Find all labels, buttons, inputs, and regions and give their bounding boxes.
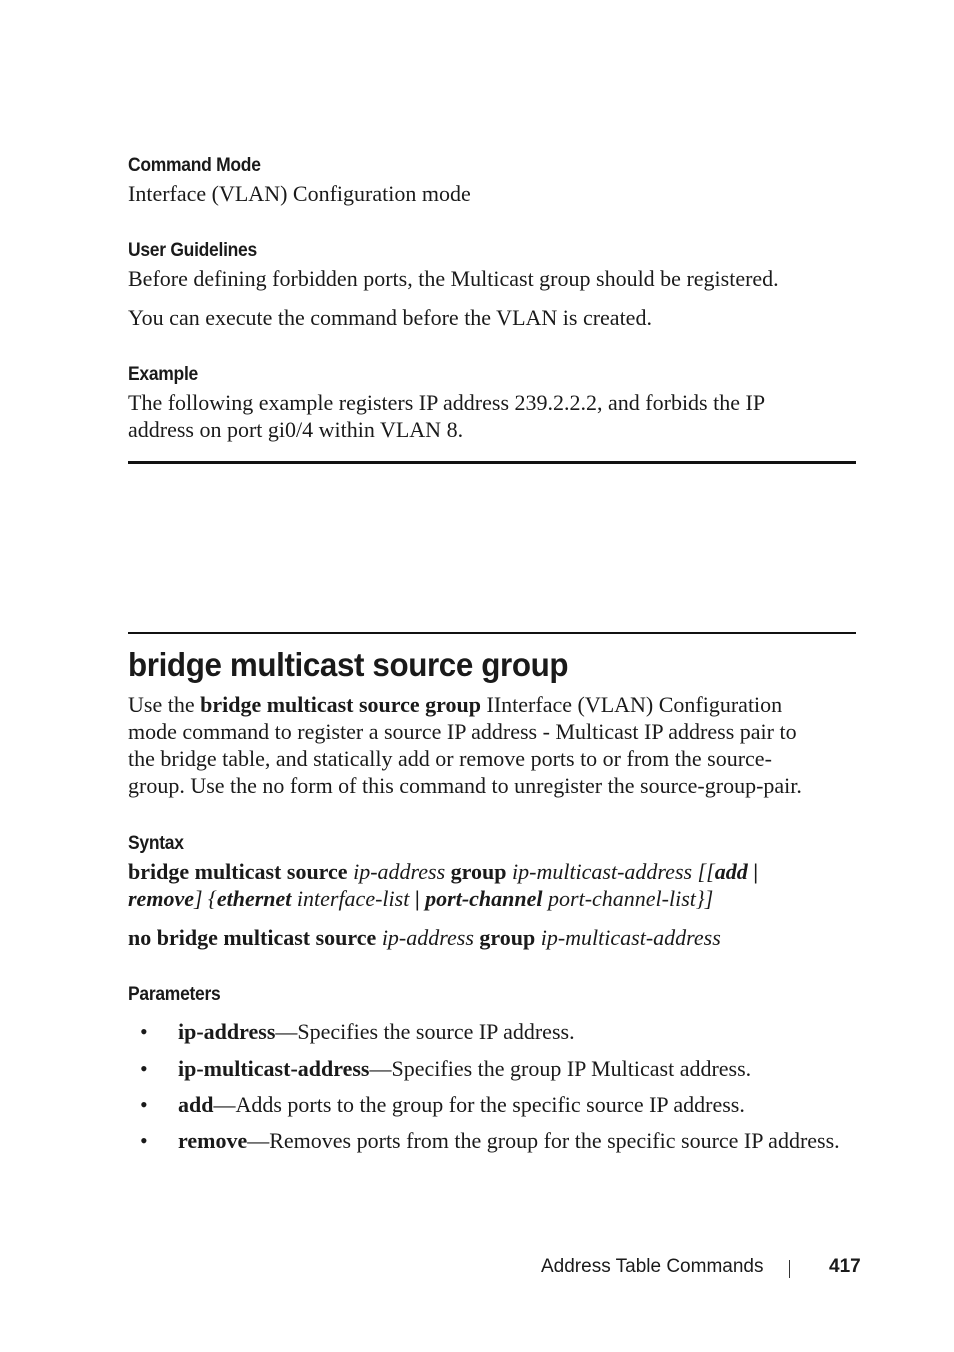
- bullet: •: [140, 1019, 148, 1044]
- syntax-keyword: port-channel: [425, 886, 543, 911]
- syntax-separator: |: [747, 859, 759, 884]
- intro-text-rest: IInterface (VLAN) Configuration: [481, 692, 783, 717]
- syntax-arg: ip-multicast-address: [540, 925, 721, 950]
- param-desc: —Specifies the group IP Multicast address.: [369, 1056, 752, 1081]
- bullet: •: [140, 1128, 148, 1153]
- syntax-arg: ip-address: [381, 925, 474, 950]
- syntax-keyword: ethernet: [216, 886, 292, 911]
- bullet: •: [140, 1056, 148, 1081]
- syntax-line-1: [128, 858, 856, 885]
- intro-line-1: [128, 691, 856, 718]
- param-desc: —Specifies the source IP address.: [275, 1019, 575, 1044]
- param-term: add: [178, 1092, 214, 1117]
- user-guidelines-heading: User Guidelines: [128, 240, 257, 261]
- intro-text: Use the: [128, 692, 201, 717]
- param-term: ip-address: [178, 1019, 276, 1044]
- command-top-rule: [128, 632, 856, 634]
- param-desc: —Adds ports to the group for the specific source IP address.: [213, 1092, 745, 1117]
- command-title: bridge multicast source group: [128, 646, 569, 683]
- syntax-keyword: group: [445, 859, 512, 884]
- intro-line-4: group. Use the no form of this command to unregister the source-group-pair.: [128, 773, 802, 798]
- section-end-rule: [128, 461, 856, 464]
- syntax-keyword: no bridge multicast source: [128, 925, 382, 950]
- param-term: ip-multicast-address: [178, 1056, 370, 1081]
- footer-separator: [789, 1260, 790, 1278]
- syntax-line-2: [128, 924, 856, 951]
- syntax-line-1b: [128, 885, 856, 912]
- param-term: remove: [178, 1128, 248, 1153]
- parameters-heading: Parameters: [128, 984, 221, 1005]
- syntax-arg: interface-list: [291, 886, 415, 911]
- syntax-arg: ip-multicast-address [[: [512, 859, 715, 884]
- intro-line-2: mode command to register a source IP address - Multicast IP address pair to: [128, 719, 797, 744]
- syntax-arg: ip-address: [353, 859, 446, 884]
- bullet: •: [140, 1092, 148, 1117]
- footer-section-title: Address Table Commands: [541, 1256, 764, 1277]
- syntax-keyword: remove: [128, 886, 194, 911]
- syntax-keyword: add: [714, 859, 748, 884]
- example-heading: Example: [128, 364, 198, 385]
- user-guidelines-p1: Before defining forbidden ports, the Multicast group should be registered.: [128, 266, 779, 291]
- user-guidelines-p2: You can execute the command before the VLAN is created.: [128, 305, 652, 330]
- syntax-keyword: bridge multicast source: [128, 859, 354, 884]
- command-mode-heading: Command Mode: [128, 155, 261, 176]
- syntax-arg: ] {: [193, 886, 217, 911]
- intro-command: bridge multicast source group: [200, 692, 482, 717]
- syntax-arg: port-channel-list}]: [542, 886, 714, 911]
- example-line-1: The following example registers IP address 239.2.2.2, and forbids the IP: [128, 390, 766, 415]
- intro-line-3: the bridge table, and statically add or remove ports to or from the source-: [128, 746, 772, 771]
- example-line-2: address on port gi0/4 within VLAN 8.: [128, 417, 464, 442]
- page-number: 417: [829, 1256, 861, 1277]
- syntax-separator: |: [414, 886, 426, 911]
- command-mode-text: Interface (VLAN) Configuration mode: [128, 181, 471, 206]
- syntax-heading: Syntax: [128, 833, 184, 854]
- syntax-keyword: group: [473, 925, 541, 950]
- param-desc: —Removes ports from the group for the specific source IP address.: [247, 1128, 840, 1153]
